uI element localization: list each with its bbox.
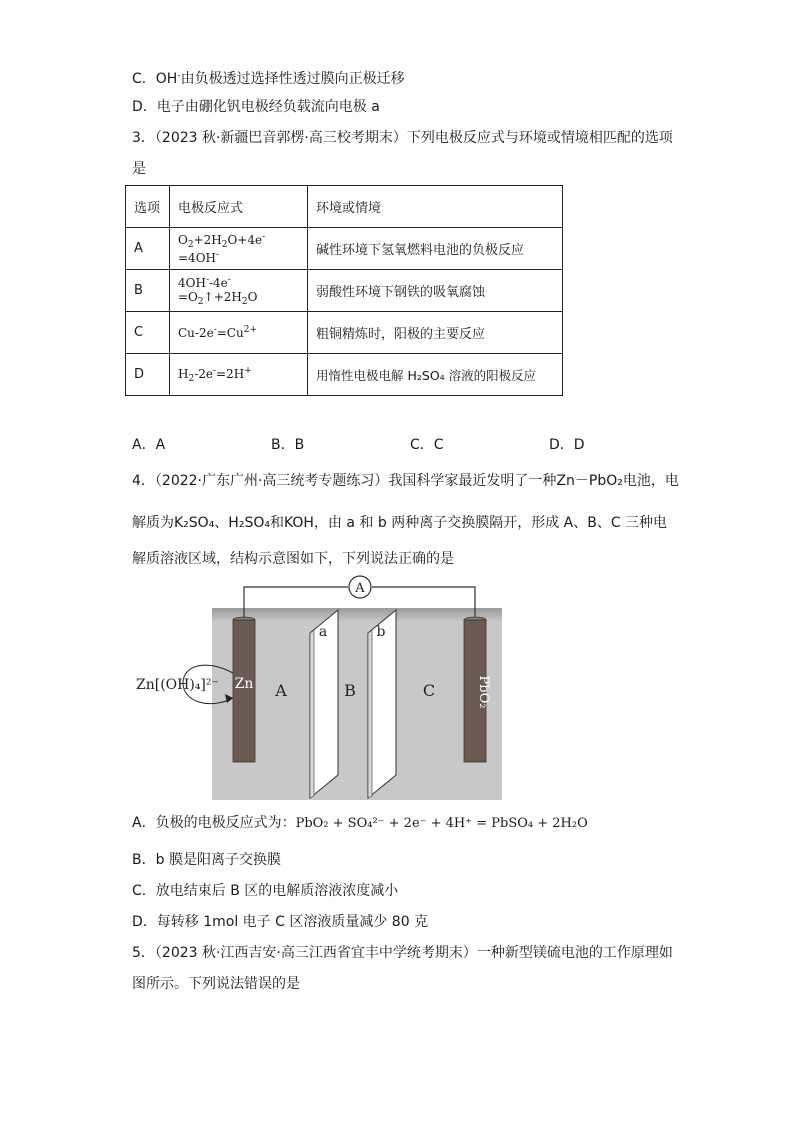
q3-stem-cont: 是 (132, 161, 146, 177)
choice-b[interactable]: B．B (271, 437, 305, 453)
table-row (126, 270, 563, 312)
row-equation: $H_2-2e^-=2H^+$ (170, 354, 308, 396)
region-b-label: B (344, 681, 356, 700)
table-row (126, 228, 563, 270)
q3-stem: 3．（2023 秋·新疆巴音郭楞·高三校考期末）下列电极反应式与环境或情境相匹配的选项 (132, 130, 673, 146)
battery-diagram (0, 570, 794, 805)
q4-stem-cont2: 解质溶液区域，结构示意图如下，下列说法正确的是 (132, 551, 454, 567)
row-label: A (126, 228, 170, 270)
container-top (212, 608, 502, 622)
row-label: D (126, 354, 170, 396)
ammeter-label: A (355, 581, 365, 596)
pbo2-label: PbO₂ (476, 675, 491, 709)
row-context: 碱性环境下氢氧燃料电池的负极反应 (308, 228, 563, 270)
complex-ion-label: Zn[(OH)₄]²⁻ (136, 677, 219, 693)
q4-option-c: C．放电结束后 B 区的电解质溶液浓度减小 (132, 883, 399, 899)
q3-choices (132, 434, 692, 454)
q4-stem: 4．（2022·广东广州·高三统考专题练习）我国科学家最近发明了一种Zn－PbO₂电池，电 (132, 473, 679, 489)
choice-a[interactable]: A．A (132, 437, 166, 453)
row-equation: $Cu-2e^-=Cu^{2+}$ (170, 312, 308, 354)
table-row (126, 354, 563, 396)
q4-option-d: D．每转移 1mol 电子 C 区溶液质量减少 80 克 (132, 914, 429, 930)
choice-d[interactable]: D．D (549, 437, 585, 453)
row-equation: $O_2+2H_2O+4e^-=4OH^-$ (170, 228, 308, 270)
q2-option-c: C．OH-由负极透过选择性透过膜向正极迁移 (132, 71, 405, 87)
q4-option-a: A．负极的电极反应式为：PbO₂ + SO₄²⁻ + 2e⁻ + 4H⁺ = PbSO₄ + 2H₂O (132, 815, 588, 831)
q4-stem-cont: 解质为K₂SO₄、H₂SO₄和KOH，由 a 和 b 两种离子交换膜隔开，形成 A、B、C 三种电 (132, 515, 668, 531)
choice-c[interactable]: C．C (410, 437, 444, 453)
q4-option-b: B．b 膜是阳离子交换膜 (132, 852, 281, 868)
membrane-b-label: b (376, 624, 386, 640)
region-c-label: C (422, 681, 436, 700)
table-header-cell: 电极反应式 (170, 186, 308, 228)
row-label: B (126, 270, 170, 312)
table-header-cell: 环境或情境 (308, 186, 563, 228)
electrolyte-container (212, 608, 502, 800)
membrane-a-label: a (318, 624, 328, 640)
row-label: C (126, 312, 170, 354)
q5-stem-cont: 图所示。下列说法错误的是 (132, 976, 300, 992)
q2-option-d: D．电子由硼化钒电极经负载流向电极 a (132, 99, 380, 115)
region-a-label: A (275, 681, 287, 700)
row-equation: $4OH^--4e^-=O_2↑+2H_2O$ (170, 270, 308, 312)
table-row (126, 312, 563, 354)
q3-options-table (125, 185, 563, 396)
table-header-row (126, 186, 563, 228)
row-context: 粗铜精炼时，阳极的主要反应 (308, 312, 563, 354)
q5-stem: 5．（2023 秋·江西吉安·高三江西省宜丰中学统考期末）一种新型镁硫电池的工作原理如 (132, 945, 673, 961)
row-context: 弱酸性环境下钢铁的吸氧腐蚀 (308, 270, 563, 312)
row-context: 用惰性电极电解 H₂SO₄ 溶液的阳极反应 (308, 354, 563, 396)
table-header-cell: 选项 (126, 186, 170, 228)
zn-label: Zn (234, 676, 254, 692)
